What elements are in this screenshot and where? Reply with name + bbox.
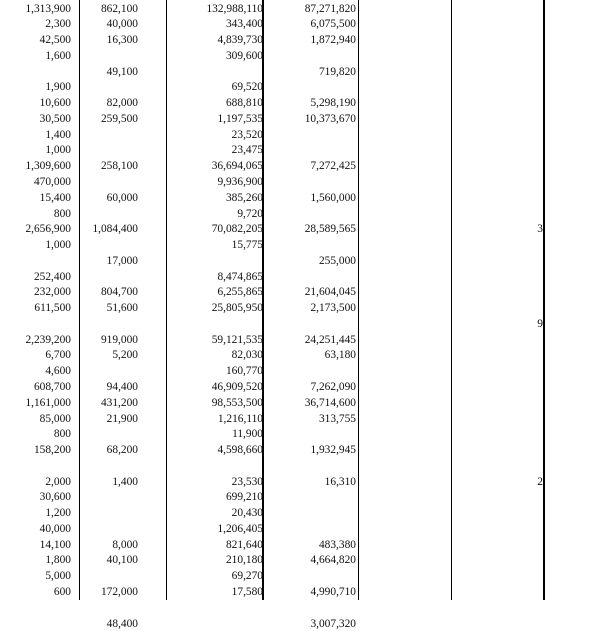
cell-col3: 210,180 (225, 554, 263, 567)
cell-col2: 1,400 (112, 475, 138, 488)
cell-col2: 431,200 (100, 396, 138, 409)
cell-col4: 483,380 (318, 538, 356, 551)
cell-col3: 69,520 (231, 81, 263, 94)
cell-col4: 5,298,190 (310, 97, 356, 110)
cell-col3: 6,255,865 (217, 286, 263, 299)
cell-col3: 98,553,500 (211, 396, 263, 409)
cell-col4: 24,251,445 (304, 333, 356, 346)
cell-col3: 11,900 (232, 428, 263, 441)
cell-col1: 5,000 (45, 570, 71, 583)
cell-col1: 2,656,900 (25, 223, 71, 236)
cell-col4: 10,373,670 (304, 112, 356, 125)
cell-col1: 40,000 (39, 522, 71, 535)
cell-col2: 5,200 (112, 349, 138, 362)
cell-col2: 68,200 (106, 444, 138, 457)
cell-col4: 28,589,565 (304, 223, 356, 236)
cell-col1: 252,400 (33, 270, 71, 283)
cell-col6: 2 (537, 475, 543, 488)
cell-col1: 6,700 (45, 349, 71, 362)
cell-col2: 8,000 (112, 538, 138, 551)
cell-col3: 343,400 (225, 18, 263, 31)
cell-col4: 1,872,940 (310, 34, 356, 47)
column-divider (451, 0, 452, 600)
column-divider (358, 0, 359, 600)
cell-col4: 6,075,500 (310, 18, 356, 31)
cell-col3: 20,430 (231, 507, 263, 520)
cell-col4: 1,560,000 (310, 191, 356, 204)
cell-col1: 4,600 (45, 365, 71, 378)
cell-col1: 30,500 (39, 112, 71, 125)
cell-col2: 51,600 (106, 302, 138, 315)
cell-col3: 160,770 (225, 365, 263, 378)
cell-col4: 7,262,090 (310, 380, 356, 393)
cell-col1: 800 (53, 428, 71, 441)
cell-col4: 719,820 (318, 65, 356, 78)
cell-col3: 23,475 (231, 144, 263, 157)
cell-col3: 4,839,730 (217, 34, 263, 47)
cell-col4: 1,932,945 (310, 444, 356, 457)
cell-col3: 23,520 (231, 128, 263, 141)
cell-col3: 36,694,065 (211, 160, 263, 173)
cell-col1: 10,600 (39, 97, 71, 110)
cell-col1: 470,000 (33, 175, 71, 188)
cell-col3: 59,121,535 (211, 333, 263, 346)
cell-col4: 21,604,045 (304, 286, 356, 299)
cell-col2: 258,100 (100, 160, 138, 173)
cell-col3: 699,210 (225, 491, 263, 504)
column-divider (543, 0, 545, 600)
cell-col1: 1,309,600 (25, 160, 71, 173)
cell-col2: 82,000 (106, 97, 138, 110)
cell-col3: 9,936,900 (217, 175, 263, 188)
cell-col2: 1,084,400 (92, 223, 138, 236)
cell-col2: 919,000 (100, 333, 138, 346)
column-divider (79, 0, 80, 600)
cell-col4: 87,271,820 (304, 2, 356, 15)
cell-col3: 309,600 (225, 49, 263, 62)
cell-col3: 4,598,660 (217, 444, 263, 457)
cell-col1: 85,000 (39, 412, 71, 425)
cell-col1: 42,500 (39, 34, 71, 47)
cell-col1: 2,300 (45, 18, 71, 31)
cell-col2: 48,400 (106, 617, 138, 630)
cell-col1: 1,000 (45, 239, 71, 252)
cell-col3: 69,270 (231, 570, 263, 583)
cell-col1: 2,000 (45, 475, 71, 488)
cell-col4: 3,007,320 (310, 617, 356, 630)
cell-col3: 688,810 (225, 97, 263, 110)
cell-col2: 172,000 (100, 585, 138, 598)
cell-col3: 23,530 (231, 475, 263, 488)
cell-col1: 14,100 (39, 538, 71, 551)
cell-col2: 94,400 (106, 380, 138, 393)
cell-col4: 36,714,600 (304, 396, 356, 409)
cell-col4: 16,310 (324, 475, 356, 488)
cell-col2: 259,500 (100, 112, 138, 125)
cell-col3: 821,640 (225, 538, 263, 551)
cell-col4: 4,990,710 (310, 585, 356, 598)
cell-col3: 1,216,110 (217, 412, 263, 425)
cell-col2: 21,900 (106, 412, 138, 425)
cell-col4: 63,180 (324, 349, 356, 362)
cell-col3: 46,909,520 (211, 380, 263, 393)
cell-col1: 1,900 (45, 81, 71, 94)
cell-col1: 1,161,000 (25, 396, 71, 409)
cell-col4: 4,664,820 (310, 554, 356, 567)
cell-col1: 15,400 (39, 191, 71, 204)
cell-col6: 3 (537, 223, 543, 236)
cell-col1: 800 (53, 207, 71, 220)
cell-col1: 611,500 (34, 302, 71, 315)
cell-col2: 17,000 (106, 254, 138, 267)
cell-col1: 1,313,900 (25, 2, 71, 15)
cell-col1: 1,600 (45, 49, 71, 62)
cell-col1: 30,600 (39, 491, 71, 504)
cell-col3: 25,805,950 (211, 302, 263, 315)
cell-col3: 9,720 (237, 207, 263, 220)
cell-col2: 60,000 (106, 191, 138, 204)
cell-col4: 7,272,425 (310, 160, 356, 173)
cell-col1: 600 (53, 585, 71, 598)
cell-col1: 158,200 (33, 444, 71, 457)
cell-col1: 1,200 (45, 507, 71, 520)
cell-col1: 608,700 (33, 380, 71, 393)
cell-col4: 313,755 (318, 412, 356, 425)
cell-col6: 9 (537, 317, 543, 330)
cell-col2: 804,700 (100, 286, 138, 299)
cell-col2: 40,100 (106, 554, 138, 567)
cell-col1: 1,400 (45, 128, 71, 141)
cell-col3: 132,988,110 (206, 2, 263, 15)
cell-col3: 8,474,865 (217, 270, 263, 283)
cell-col2: 862,100 (100, 2, 138, 15)
cell-col4: 255,000 (318, 254, 356, 267)
cell-col3: 385,260 (225, 191, 263, 204)
cell-col3: 1,197,535 (217, 112, 263, 125)
cell-col3: 17,580 (231, 585, 263, 598)
cell-col3: 1,206,405 (217, 522, 263, 535)
cell-col4: 2,173,500 (310, 302, 356, 315)
cell-col2: 16,300 (106, 34, 138, 47)
column-divider (166, 0, 167, 600)
cell-col3: 15,775 (231, 239, 263, 252)
cell-col1: 1,000 (45, 144, 71, 157)
cell-col3: 82,030 (231, 349, 263, 362)
cell-col1: 2,239,200 (25, 333, 71, 346)
cell-col1: 232,000 (33, 286, 71, 299)
cell-col1: 1,800 (45, 554, 71, 567)
cell-col3: 70,082,205 (211, 223, 263, 236)
cell-col2: 40,000 (106, 18, 138, 31)
cell-col2: 49,100 (106, 65, 138, 78)
